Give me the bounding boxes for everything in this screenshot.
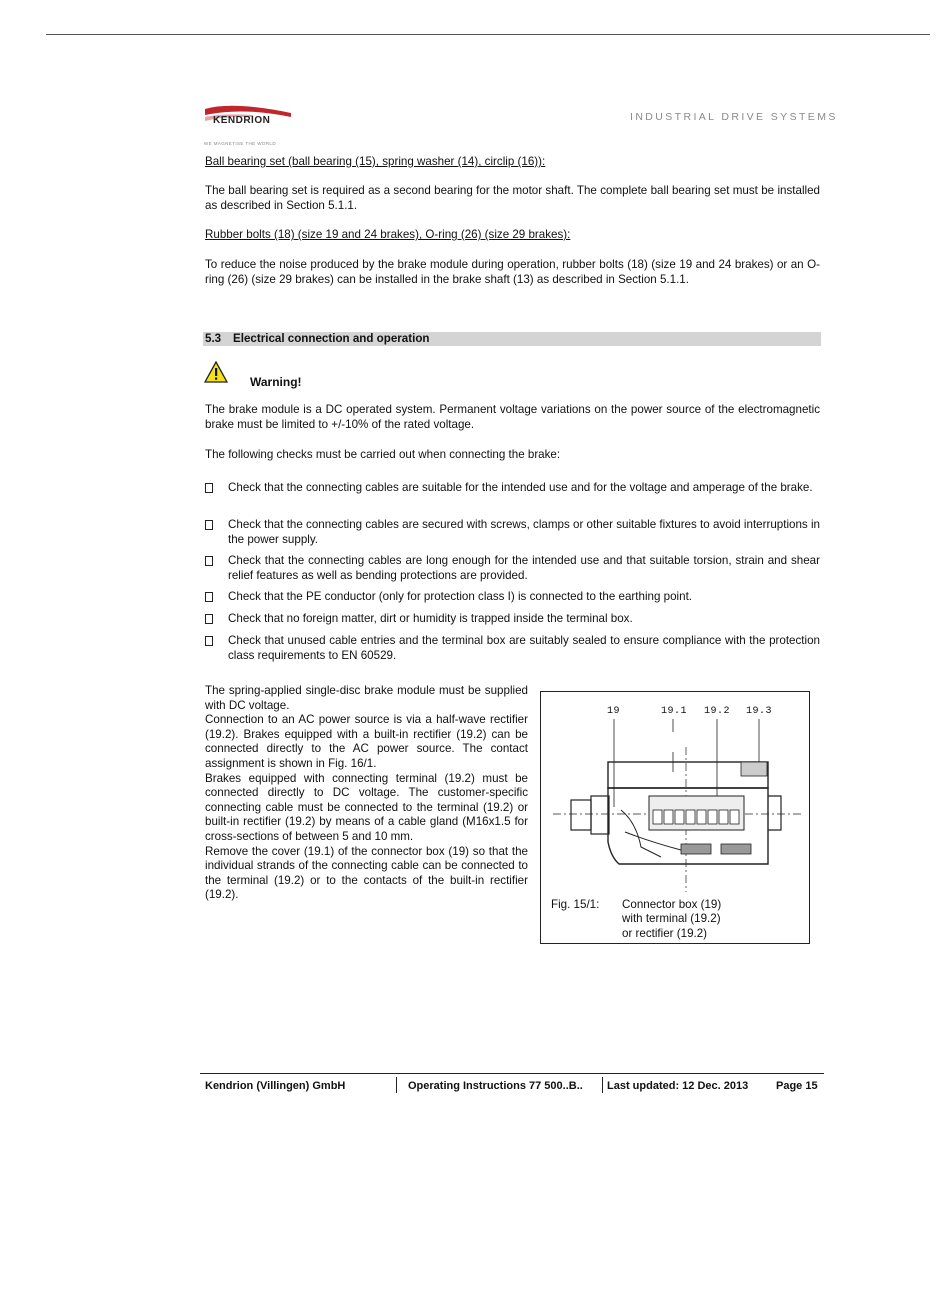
list-item: Check that the connecting cables are long enough for the intended use and that suitable torsion, strain and shear relief features as well as bending protections are provided. — [205, 554, 820, 583]
checkbox-glyph-icon — [205, 483, 213, 493]
list-item: Check that unused cable entries and the terminal box are suitably sealed to ensure compliance with the protection class requirements to EN 60529. — [205, 634, 820, 663]
footer-document: Operating Instructions 77 500..B.. — [408, 1080, 583, 1092]
body-paragraph: Connection to an AC power source is via a half-wave rectifier (19.2). Brakes equipped with a built-in rectifier (19.2) can be connected directly to the AC power source. The contact assignment is shown in Fig. 16/1. — [205, 713, 528, 770]
logo-text: KENDRION — [213, 115, 271, 126]
warning-label: Warning! — [250, 375, 302, 389]
checkbox-glyph-icon — [205, 520, 213, 530]
logo-tagline: WE MAGNETISE THE WORLD — [204, 141, 276, 146]
checkbox-glyph-icon — [205, 592, 213, 602]
division-name: INDUSTRIAL DRIVE SYSTEMS — [630, 111, 838, 123]
connection-description — [205, 684, 528, 903]
figure-label: 19.1 — [661, 706, 688, 717]
list-item: Check that no foreign matter, dirt or humidity is trapped inside the terminal box. — [205, 612, 820, 627]
checkbox-glyph-icon — [205, 636, 213, 646]
connector-box-figure — [540, 691, 810, 944]
section-number: 5.3 — [205, 332, 222, 345]
figure-caption: Connector box (19) with terminal (19.2) or rectifier (19.2) — [622, 898, 722, 940]
figure-label: 19 — [607, 706, 621, 717]
ball-bearing-heading: Ball bearing set (ball bearing (15), spring washer (14), circlip (16)): — [205, 155, 546, 168]
list-item: Check that the PE conductor (only for protection class I) is connected to the earthing point. — [205, 590, 820, 605]
checkbox-glyph-icon — [205, 556, 213, 566]
warning-icon — [204, 361, 228, 383]
checks-intro: The following checks must be carried out when connecting the brake: — [205, 448, 561, 461]
warning-text: The brake module is a DC operated system. Permanent voltage variations on the power source of the electromagnetic brake must be limited to +/-10% of the rated voltage. — [205, 403, 820, 431]
footer-company: Kendrion (Villingen) GmbH — [205, 1080, 346, 1092]
body-paragraph: The spring-applied single-disc brake module must be supplied with DC voltage. — [205, 684, 528, 712]
figure-number: Fig. 15/1: — [551, 898, 600, 911]
rubber-bolts-text: To reduce the noise produced by the brake module during operation, rubber bolts (18) (size 19 and 24 brakes) or an O-ring (26) (size 29 brakes) can be installed in the brake shaft (13) as described in Section 5.1.1. — [205, 258, 820, 286]
list-item: Check that the connecting cables are suitable for the intended use and for the voltage and amperage of the brake. — [205, 481, 820, 496]
top-rule — [46, 34, 930, 35]
body-paragraph: Brakes equipped with connecting terminal (19.2) must be connected directly to DC voltage. The customer-specific connecting cable must be connected to the terminal (19.2) or built-in rectifier (19.2) by means of a cable gland (M16x1.5 for cross-sections of between 5 and 10 mm. — [205, 771, 528, 843]
ball-bearing-text: The ball bearing set is required as a second bearing for the motor shaft. The complete ball bearing set must be installed as described in Section 5.1.1. — [205, 184, 820, 212]
footer-page-number: Page 15 — [776, 1080, 818, 1092]
checkbox-glyph-icon — [205, 614, 213, 624]
rubber-bolts-heading: Rubber bolts (18) (size 19 and 24 brakes), O-ring (26) (size 29 brakes): — [205, 228, 571, 241]
footer-rule — [200, 1073, 824, 1074]
figure-label: 19.2 — [704, 706, 731, 717]
footer-updated: Last updated: 12 Dec. 2013 — [607, 1080, 749, 1092]
section-heading — [203, 332, 821, 346]
body-paragraph: Remove the cover (19.1) of the connector box (19) so that the individual strands of the connecting cable can be connected to the terminal (19.2) or to the contacts of the built-in rectifier (19.2). — [205, 844, 528, 902]
section-title: Electrical connection and operation — [233, 332, 430, 345]
connector-box-drawing — [541, 692, 809, 892]
footer-separator — [602, 1077, 603, 1093]
list-item: Check that the connecting cables are secured with screws, clamps or other suitable fixtures to avoid interruptions in the power supply. — [205, 518, 820, 547]
kendrion-logo — [203, 103, 295, 149]
figure-label: 19.3 — [746, 706, 773, 717]
footer-separator — [396, 1077, 397, 1093]
